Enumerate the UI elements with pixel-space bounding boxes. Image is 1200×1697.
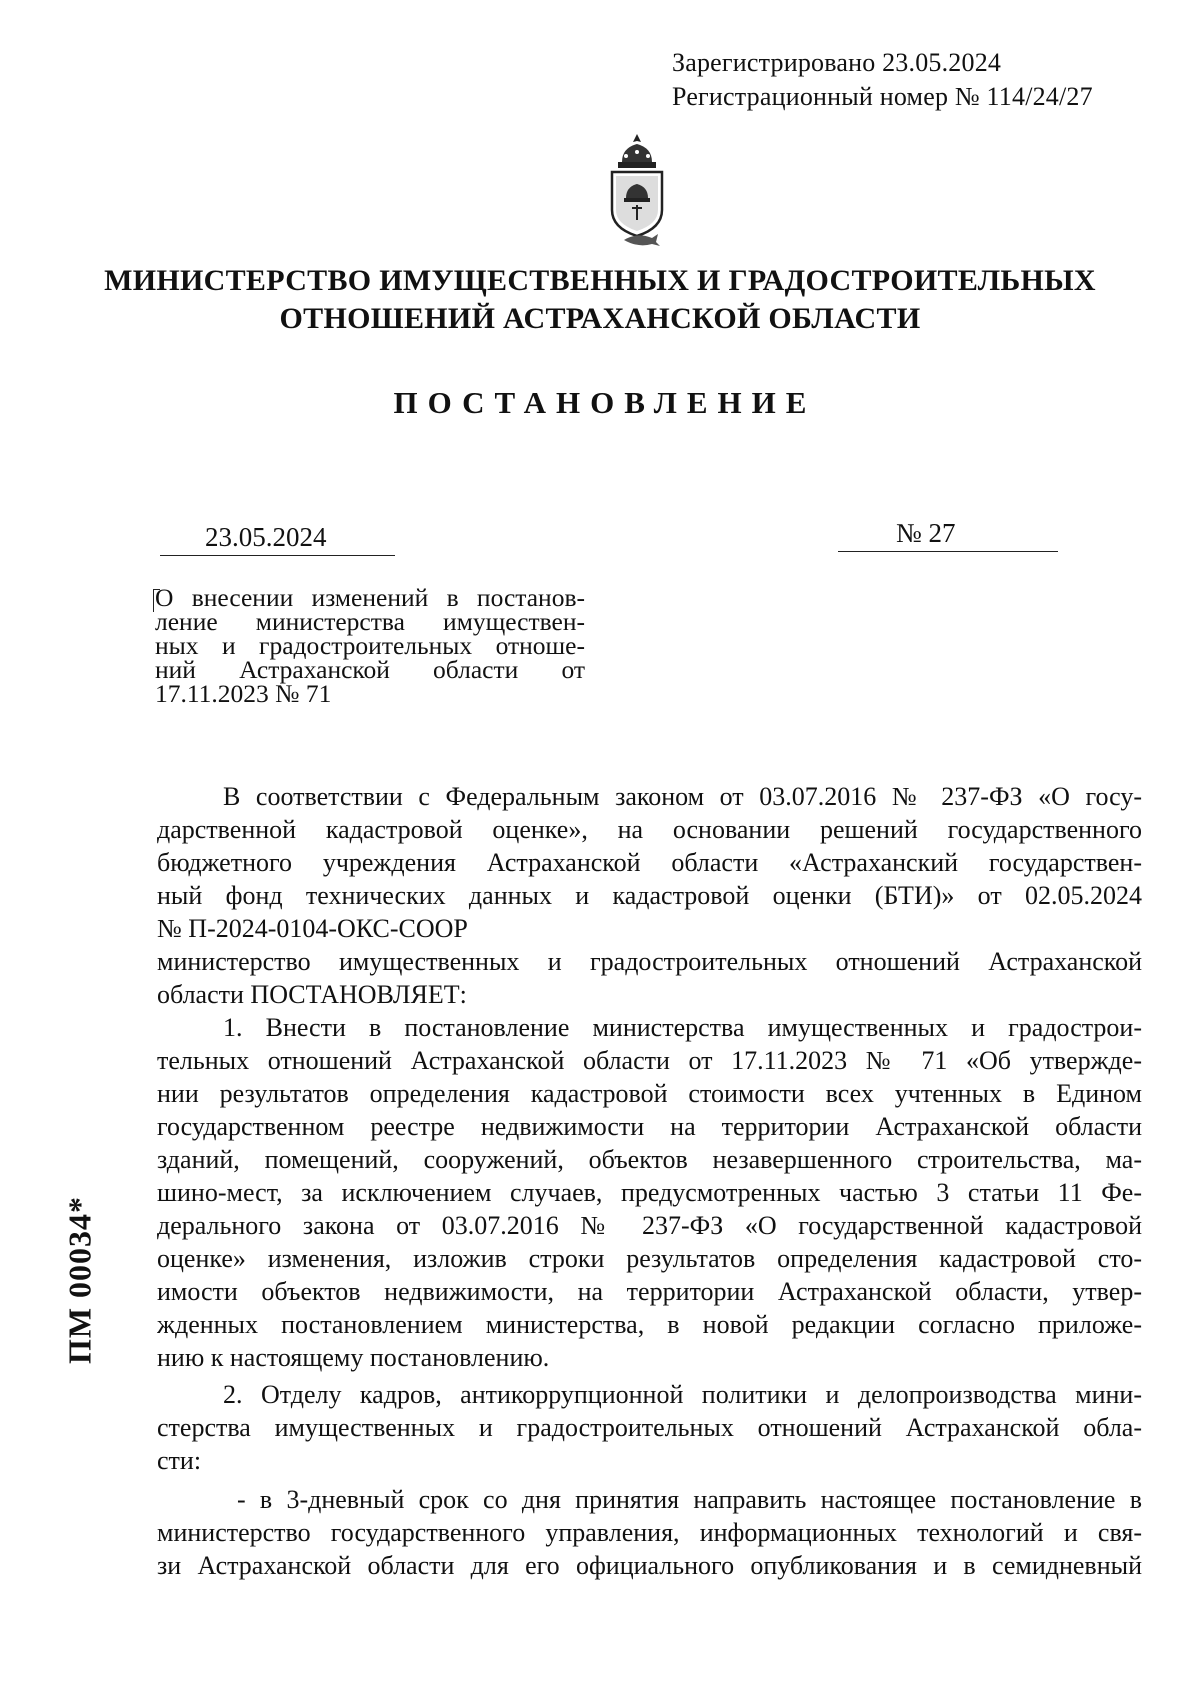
subject-line: О внесении изменений в постанов- [155,583,585,612]
body-line: тельных отношений Астраханской области от 17.11.2023 № 71 «Об утвержде- [157,1046,1142,1075]
body-line: имости объектов недвижимости, на территории Астраханской области, утвер- [157,1277,1142,1306]
body-line: ный фонд технических данных и кадастровой оценки (БТИ)» от 02.05.2024 [157,881,1142,910]
resolves-paragraph [157,945,1142,1011]
astrakhan-coat-of-arms-icon [600,132,674,250]
body-line: министерство государственного управления, информационных технологий и свя- [157,1518,1142,1547]
body-line: В соответствии с Федеральным законом от 03.07.2016 № 237-ФЗ «О госу- [223,782,1142,811]
ministry-name-line-1: МИНИСТЕРСТВО ИМУЩЕСТВЕННЫХ И ГРАДОСТРОИТЕЛЬНЫХ [104,264,1096,297]
body-line: зданий, помещений, сооружений, объектов незавершенного строительства, ма- [157,1145,1142,1174]
body-line: оценке» изменения, изложив строки результатов определения кадастровой сто- [157,1244,1142,1273]
registration-date: Зарегистрировано 23.05.2024 [672,48,1002,77]
body-line: министерство имущественных и градостроительных отношений Астраханской [157,947,1142,976]
subject-line: 17.11.2023 № 71 [155,679,332,708]
body-line: зи Астраханской области для его официального опубликования и в семидневный [157,1551,1142,1580]
ministry-name [0,262,1200,338]
subject-line: ление министерства имуществен- [155,607,585,636]
body-line: области ПОСТАНОВЛЯЕТ: [157,980,467,1009]
body-line: нию к настоящему постановлению. [157,1343,550,1372]
subject-line: ний Астраханской области от [155,655,585,684]
subject-bracket [153,589,160,612]
document-type: ПОСТАНОВЛЕНИЕ [393,385,817,420]
body-line: жденных постановлением министерства, в новой редакции согласно приложе- [157,1310,1142,1339]
preamble-paragraph [157,780,1142,945]
body-line: государственном реестре недвижимости на территории Астраханской области [157,1112,1142,1141]
body-line: шино-мест, за исключением случаев, предусмотренных частью 3 статьи 11 Фе- [157,1178,1142,1207]
item-2-dash-paragraph [157,1483,1142,1582]
registration-number: Регистрационный номер № 114/24/27 [672,82,1093,111]
document-subject [155,583,585,708]
body-line: нии результатов определения кадастровой стоимости всех учтенных в Едином [157,1079,1142,1108]
side-stamp-text: ПМ 00034* [61,1195,98,1365]
document-body [157,780,1142,1582]
subject-line: ных и градостроительных отноше- [155,631,585,660]
body-line: 1. Внести в постановление министерства имущественных и градострои- [223,1013,1142,1042]
body-line: стерства имущественных и градостроительных отношений Астраханской обла- [157,1413,1142,1442]
body-line: сти: [157,1446,202,1475]
item-1-paragraph [157,1011,1142,1374]
document-number: № 27 [838,518,1058,552]
body-line: - в 3-дневный срок со дня принятия направить настоящее постановление в [237,1485,1142,1514]
item-2-paragraph [157,1378,1142,1477]
body-line: 2. Отделу кадров, антикоррупционной политики и делопроизводства мини- [223,1380,1142,1409]
body-line: дерального закона от 03.07.2016 № 237-ФЗ «О государственной кадастровой [157,1211,1142,1240]
side-stamp [30,1160,130,1400]
registration-block [672,46,1093,114]
body-line: № П-2024-0104-ОКС-СООР [157,914,468,943]
ministry-name-line-2: ОТНОШЕНИЙ АСТРАХАНСКОЙ ОБЛАСТИ [279,302,921,335]
body-line: дарственной кадастровой оценке», на основании решений государственного [157,815,1142,844]
body-line: бюджетного учреждения Астраханской области «Астраханский государствен- [157,848,1142,877]
document-date: 23.05.2024 [160,522,395,556]
